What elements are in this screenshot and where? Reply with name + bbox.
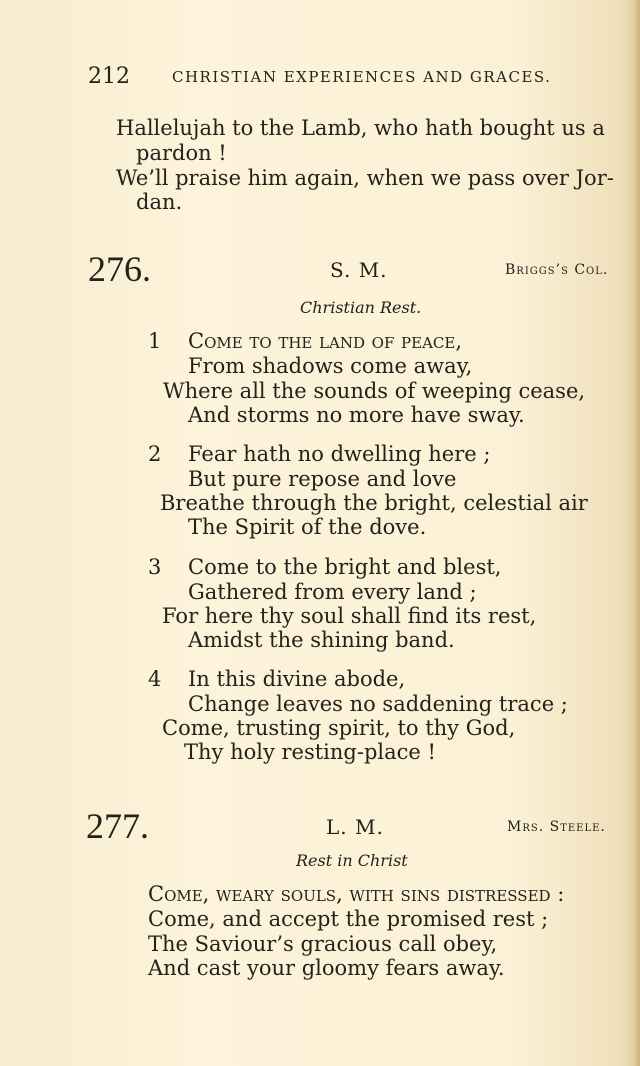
verse-line: Amidst the shining band. (188, 628, 455, 652)
page-edge (632, 0, 640, 1066)
verse-number: 2 (148, 442, 162, 466)
page-number: 212 (88, 64, 130, 89)
verse-line: Come, and accept the promised rest ; (148, 907, 549, 931)
verse-line (188, 329, 462, 353)
continuation-line: We’ll praise him again, when we pass over Jor- (116, 166, 614, 190)
verse-line: In this divine abode, (188, 667, 406, 691)
continuation-line: Hallelujah to the Lamb, who hath bought us a (116, 116, 605, 140)
verse-line: Where all the sounds of weeping cease, (163, 379, 586, 403)
verse-line-text: Come, weary souls, with sins distressed : (148, 882, 565, 906)
verse-line: For here thy soul shall find its rest, (162, 604, 537, 628)
verse-line: Fear hath no dwelling here ; (188, 442, 491, 466)
verse-line: And cast your gloomy fears away. (148, 956, 505, 980)
verse-line: Come to the bright and blest, (188, 555, 502, 579)
verse-line: Come, trusting spirit, to thy God, (162, 716, 516, 740)
continuation-line: pardon ! (136, 141, 227, 165)
hymn-subtitle: Christian Rest. (300, 298, 422, 317)
verse-line: From shadows come away, (188, 354, 473, 378)
verse-number: 1 (148, 329, 162, 353)
verse-line: Change leaves no saddening trace ; (188, 692, 568, 716)
verse-line (148, 882, 564, 906)
verse-line: The Saviour’s gracious call obey, (148, 932, 498, 956)
verse-line: The Spirit of the dove. (188, 515, 427, 539)
hymn-composer: Mrs. Steele. (507, 819, 606, 835)
hymn-number: 277. (86, 806, 149, 846)
verse-number: 3 (148, 555, 162, 579)
verse-line: But pure repose and love (188, 467, 457, 491)
hymn-number: 276. (88, 249, 151, 289)
hymn-meter: L. M. (326, 815, 384, 839)
hymn-composer: Briggs’s Col. (505, 262, 609, 278)
verse-line: Thy holy resting-place ! (184, 740, 436, 764)
running-title: CHRISTIAN EXPERIENCES AND GRACES. (172, 68, 552, 86)
hymn-subtitle: Rest in Christ (296, 851, 408, 870)
verse-number: 4 (148, 667, 162, 691)
verse-line: Gathered from every land ; (188, 580, 477, 604)
hymn-meter: S. M. (330, 258, 388, 282)
verse-line-text: Come to the land of peace, (188, 329, 463, 353)
verse-line: And storms no more have sway. (188, 403, 525, 427)
verse-line: Breathe through the bright, celestial air (160, 491, 588, 515)
continuation-line: dan. (136, 190, 183, 214)
